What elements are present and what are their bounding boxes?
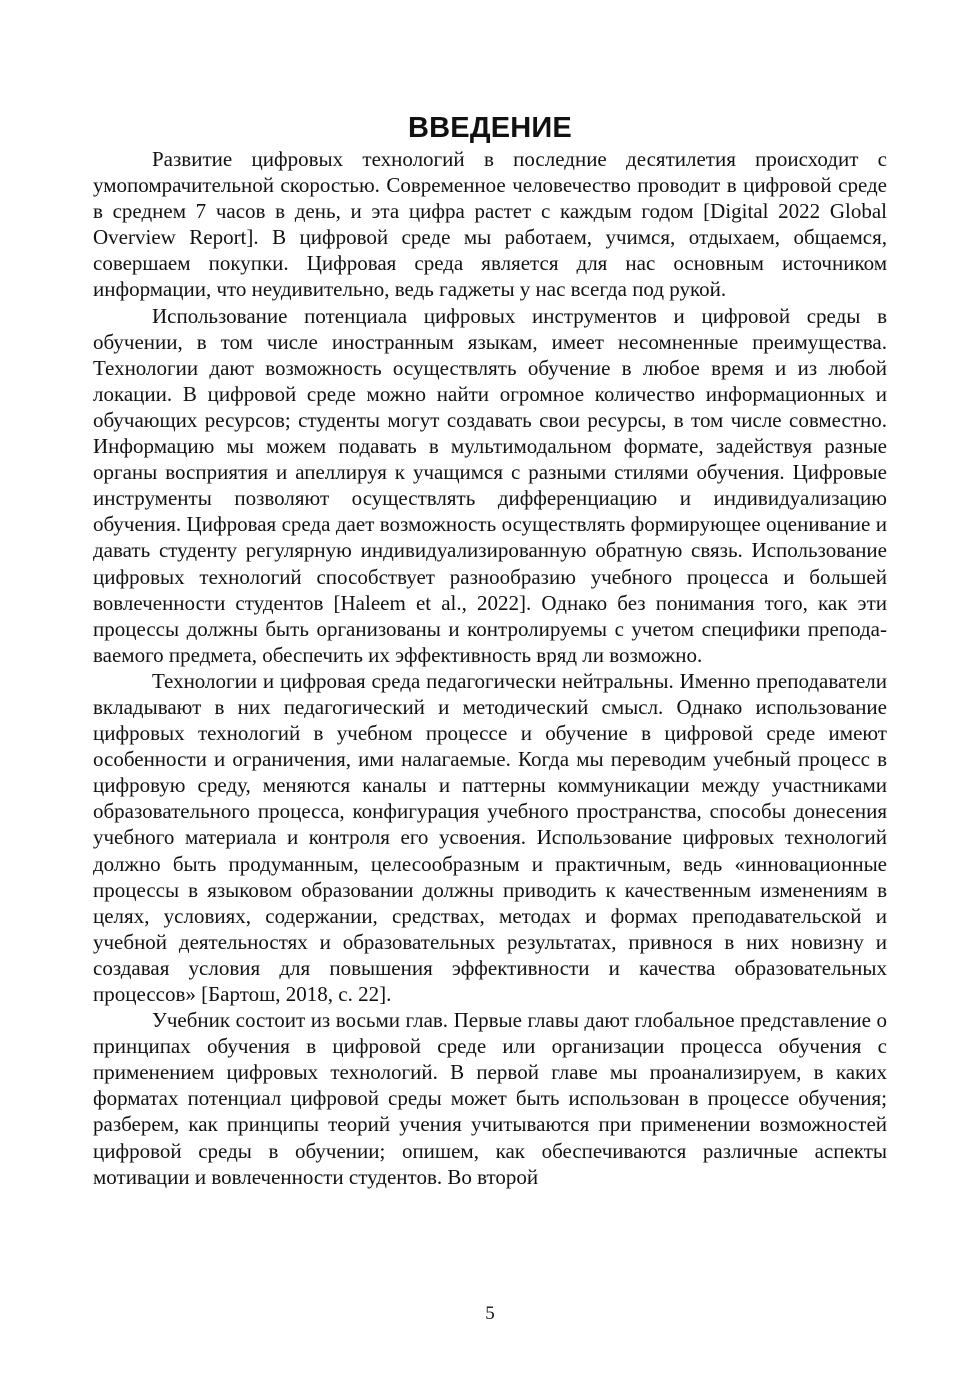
body-text xyxy=(93,146,887,1190)
page-number: 5 xyxy=(485,1303,495,1324)
paragraph-2: Использование потенциала цифровых инструментов и цифровой среды в обучении, в том числе иностранным языкам, имеет несомненные преимущества. Технологии дают возможность осуществлять обучение в любое время и из любой локации. В цифровой среде можно найти огромное количество информационных и обучающих ресурсов; студенты могут создавать свои ресурсы, в том числе совместно. Информацию мы можем подавать в мультимодальном формате, задействуя разные органы восприятия и апеллируя к учащимся с разными стилями обучения. Цифровые инструменты позволяют осуществлять дифференциацию и индивидуализацию обучения. Цифровая среда дает возможность осуществлять формирующее оценивание и давать студенту регулярную индивидуализированную обратную связь. Использование цифровых технологий способствует разнообразию учебного процесса и большей вовлеченности студентов [Haleem et al., 2022]. Однако без понимания того, как эти процессы должны быть организованы и контролируемы с учетом специфики преподаваемого предмета, обеспечить их эффективность вряд ли возможно. xyxy=(93,303,887,667)
paragraph-4: Учебник состоит из восьми глав. Первые главы дают глобальное представление о принципах обучения в цифровой среде или организации процесса обучения с применением цифровых технологий. В первой главе мы проанализируем, в каких форматах потенциал цифровой среды может быть использован в процессе обучения; разберем, как принципы теорий учения учитываются при применении возможностей цифровой среды в обучении; опишем, как обеспечиваются различные аспекты мотивации и вовлеченности студентов. Во второй xyxy=(93,1008,887,1189)
page-title: ВВЕДЕНИЕ xyxy=(408,112,572,145)
paragraph-1: Развитие цифровых технологий в последние десятилетия происходит с умопомрачительной скоростью. Современное человечество проводит в цифровой среде в среднем 7 часов в день, и эта цифра растет с каждым годом [Digital 2022 Global Overview Report]. В цифровой среде мы работаем, учимся, отдыхаем, общаемся, совершаем покупки. Цифровая среда является для нас основным источником информации, что неудивительно, ведь гаджеты у нас всегда под рукой. xyxy=(93,147,887,302)
paragraph-3: Технологии и цифровая среда педагогически нейтральны. Именно преподаватели вкладывают в них педагогический и методический смысл. Однако использование цифровых технологий в учебном процессе и обучение в цифровой среде имеют особенности и ограничения, ими налагаемые. Когда мы переводим учебный процесс в цифровую среду, меняются каналы и паттерны коммуникации между участниками образовательного процесса, конфигурация учебного пространства, способы донесения учебного материала и контроля его усвоения. Использование цифровых технологий должно быть продуманным, целесообразным и практичным, ведь «инновационные процессы в языковом образовании должны приводить к качественным изменениям в целях, условиях, содержании, средствах, методах и формах преподавательской и учебной деятельностях и образовательных результатах, привнося в них новизну и создавая условия для повышения эффективности и качества образовательных процессов» [Бартош, 2018, с. 22]. xyxy=(93,668,887,1006)
